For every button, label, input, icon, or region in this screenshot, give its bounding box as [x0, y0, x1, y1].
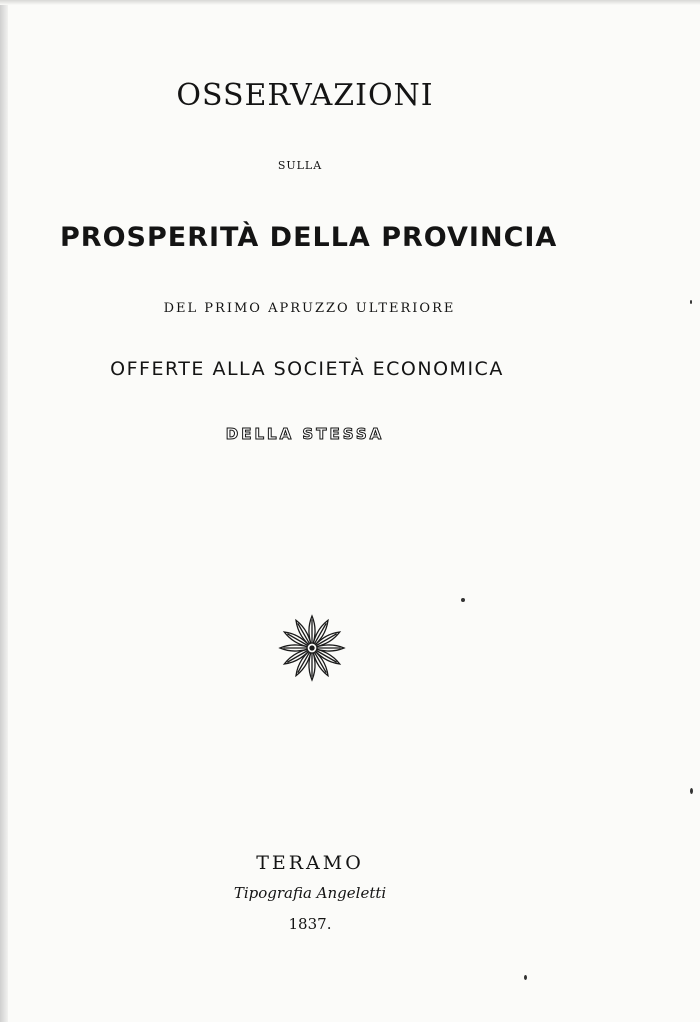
- paper-speck: [461, 598, 465, 602]
- paper-speck: [690, 788, 693, 794]
- paper-speck: [690, 300, 692, 304]
- title-line-della-stessa: DELLA STESSA: [225, 425, 385, 443]
- imprint-printer: Tipografia Angeletti: [233, 884, 387, 902]
- page-top-edge: [0, 0, 700, 5]
- title-line-prosperita: PROSPERITÀ DELLA PROVINCIA: [60, 222, 558, 253]
- floral-ornament-icon: [276, 612, 348, 684]
- title-line-offerte: OFFERTE ALLA SOCIETÀ ECONOMICA: [110, 358, 504, 380]
- paper-speck: [524, 975, 527, 980]
- imprint-place: TERAMO: [256, 852, 364, 874]
- title-line-primo-apruzzo: DEL PRIMO APRUZZO ULTERIORE: [163, 301, 456, 316]
- page-edge-shadow: [0, 0, 8, 1022]
- title-line-osservazioni: OSSERVAZIONI: [176, 78, 434, 113]
- imprint-year: 1837.: [288, 915, 332, 933]
- title-line-sulla: SULLA: [277, 159, 323, 172]
